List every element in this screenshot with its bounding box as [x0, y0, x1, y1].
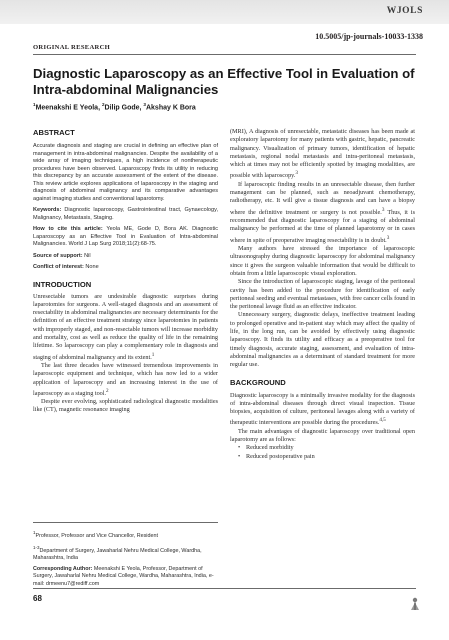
author-sup: 2 — [101, 102, 105, 107]
article-title: Diagnostic Laparoscopy as an Effective Tool in Evaluation of Intra-abdominal Malignancies — [33, 66, 415, 97]
support-label: Source of support: — [33, 252, 83, 259]
paragraph — [230, 311, 415, 369]
citation-value: Yeola ME, Gode D, Bora AK. Diagnostic Laparoscopy as an Effective Tool in Evaluation of Intra-abdominal Malignancies. World J Lap Surg 2018;11(2):68-75. — [33, 226, 219, 247]
paragraph — [33, 293, 218, 362]
paragraph — [230, 392, 415, 428]
introduction-heading: INTRODUCTION — [33, 279, 92, 289]
conflict-label: Conflict of interest: — [33, 264, 84, 270]
conflict-value: None — [83, 264, 99, 270]
citation-ref: 3 — [381, 206, 385, 213]
corresponding-label: Corresponding Author: — [33, 566, 93, 573]
paragraph-text: (MRI), A diagnosis of unresectable, metastatic diseases has been made at exploratory laparotomy for many patients with gastric, hepatic, pancreatic malignancy. Visualization of primary tumors, identification of hepatic metastasis, regional nodal metastasis and intra-peritoneal metastasis, which at times may not be efficiently spotted by imaging modalities, are possible with laparoscopy. — [230, 128, 415, 180]
author-name: Akshay K Bora — [145, 104, 196, 112]
author-footnote — [33, 522, 218, 592]
paragraph — [230, 128, 415, 181]
top-banner — [0, 0, 449, 24]
advantages-list — [238, 444, 415, 461]
abstract-block — [33, 143, 218, 272]
header-divider — [33, 54, 416, 55]
author-list — [33, 102, 196, 111]
abstract-text: Accurate diagnosis and staging are crucial in defining an effective plan of management in intra-abdominal malignancies. Despite the availability of a wide array of imaging techniques, a high incidence of nontherapeutic procedures have been observed. Laparoscopy finds its utility in reducing this discrepancy by an accurate assessment of the extent of the disease. This review article explores applications of laparoscopy in the staging and diagnosis of abdominal malignancy and its comparative advantages against imaging studies and conventional laparotomy. — [33, 143, 218, 202]
author-affiliation — [33, 544, 218, 562]
introduction-body — [33, 293, 218, 415]
paragraph-text: Many authors have stressed the importance of laparoscopic ultrasonography during diagnostic laparoscopy for abdominal malignancy since it gives the surgeon valuable information that would be difficult to obtain from a little laparoscopic visual exploration. — [230, 245, 415, 277]
abstract-heading: ABSTRACT — [33, 128, 75, 137]
paragraph-text: If laparoscopic finding results in an unresectable disease, then further management can be planned, such as neoadjuvant chemotherapy, radiotherapy, etc. It will give a tissue diagnosis and can have a biopsy where the definitive treatment or surgery is not possible. — [230, 180, 415, 216]
right-column — [230, 128, 415, 461]
paragraph — [33, 398, 218, 415]
citation-label: How to cite this article: — [33, 226, 103, 232]
dept-sup: 1-3 — [33, 545, 40, 550]
paragraph — [230, 245, 415, 278]
paragraph-text: Thus, it is recommended that diagnostic laparoscopy for a staging of abdominal malignancy be performed at the time of planned laparotomy or in cases where in spite of preoperative imaging resectability is in doubt. — [230, 208, 415, 244]
page-number: 68 — [33, 594, 42, 603]
paragraph-text: The main advantages of diagnostic laparoscopy over traditional open laparotomy are as follows: — [230, 427, 415, 444]
left-column — [33, 128, 218, 415]
paragraph — [33, 362, 218, 398]
paragraph — [230, 181, 415, 245]
support-value: Nil — [82, 252, 91, 259]
footer-divider — [33, 588, 416, 589]
affiliation-text: Department of Surgery, Jawaharlal Nehru Medical College, Wardha, Maharashtra, India — [33, 547, 202, 561]
keywords-value: Diagnostic laparoscopy, Gastrointestinal tract, Gynaecology, Malignancy, Metastasis, Staging. — [33, 207, 218, 221]
paragraph — [230, 428, 415, 445]
journal-name: WJOLS — [386, 6, 423, 16]
author-sup: 3 — [143, 102, 146, 107]
publisher-emblem-icon — [407, 596, 423, 612]
author-roles — [33, 529, 218, 540]
paragraph-text: Since the introduction of laparoscopic staging, lavage of the peritoneal cavity has been added to the procedure for identification of early peritoneal seeding and eventual metastases, with free cancer cells found in the peritoneal lavage fluid as an effective indicator. — [230, 278, 415, 311]
paragraph — [230, 278, 415, 311]
citation-ref: 3 — [386, 234, 390, 241]
citation-ref: 3 — [295, 170, 298, 177]
paragraph-text: Despite ever evolving, sophisticated radiological diagnostic modalities like (CT), magnetic resonance imaging — [33, 398, 218, 414]
author-name: Dilip Gode, — [104, 104, 144, 112]
author-sup: 1 — [33, 102, 36, 107]
background-body — [230, 392, 415, 461]
conflict-of-interest — [33, 264, 218, 272]
author-name: Meenakshi E Yeola, — [35, 104, 102, 112]
source-of-support — [33, 253, 218, 261]
paragraph-text: The last three decades have witnessed tremendous improvements in laparoscopic equipment and technique, which has now led to a wider application of laparoscopy and an increasing interest in the use of laparoscopy as a staging tool. — [33, 361, 218, 397]
doi: 10.5005/jp-journals-10033-1338 — [315, 32, 423, 41]
paragraph-text: Diagnostic laparoscopy is a minimally invasive modality for the diagnosis of intra-abdominal diseases through direct visual inspection. Tissue biopsies, acquisition of culture, peritoneal lavages along with a variety of therapeutic interventions are possible during the procedures. — [230, 391, 415, 427]
keywords-label: Keywords: — [33, 207, 62, 213]
right-body — [230, 128, 415, 370]
background-heading: BACKGROUND — [230, 377, 286, 387]
citation-ref: 4,5 — [379, 417, 386, 424]
citation-ref: 2 — [106, 387, 109, 394]
corresponding-value: Meenakshi E Yeola, Professor, Department of Surgery, Jawaharlal Nehru Medical College, Wardha, Maharashtra, India, e-mail: drmeenu7@rediff.com — [33, 566, 214, 587]
list-item: • Reduced morbidity — [238, 444, 415, 452]
paragraph-text: Unresectable tumors are undesirable diagnostic surprises during laparotomies for surgeons. A well-staged diagnosis and an assessment of resectability in abdominal malignancies are necessary determinants for the definition of an effective treatment strategy since laparotomies in patients with improperly staged, and non-resectable tumors will increase morbidity and mortality, cost as well as reduce the quality of life in the remaining lifetime. So laparoscopy can play a complementary role in diagnosis and staging of abdominal malignancy and its extent. — [33, 292, 218, 361]
paragraph-text: Unnecessary surgery, diagnostic delays, ineffective treatment leading to prolonged operative and in-patient stay which may affect the quality of life, in the long run, can be avoided by effectively using diagnostic laparoscopy. It finds its utility and efficacy as a preoperative tool for timely diagnosis, accurate staging, assessment, and evaluation of intra-abdominal malignancies as a determinant of standard treatment for more regular use. — [230, 311, 415, 369]
citation — [33, 226, 218, 249]
list-item: • Reduced postoperative pain — [238, 453, 415, 461]
role-sup: 1 — [33, 530, 36, 535]
article-type: ORIGINAL RESEARCH — [33, 44, 111, 51]
citation-ref: 1 — [151, 351, 155, 358]
keywords — [33, 207, 218, 222]
corresponding-author — [33, 566, 218, 588]
roles-text: Professor, Professor and Vice Chancellor, Resident — [35, 532, 158, 539]
